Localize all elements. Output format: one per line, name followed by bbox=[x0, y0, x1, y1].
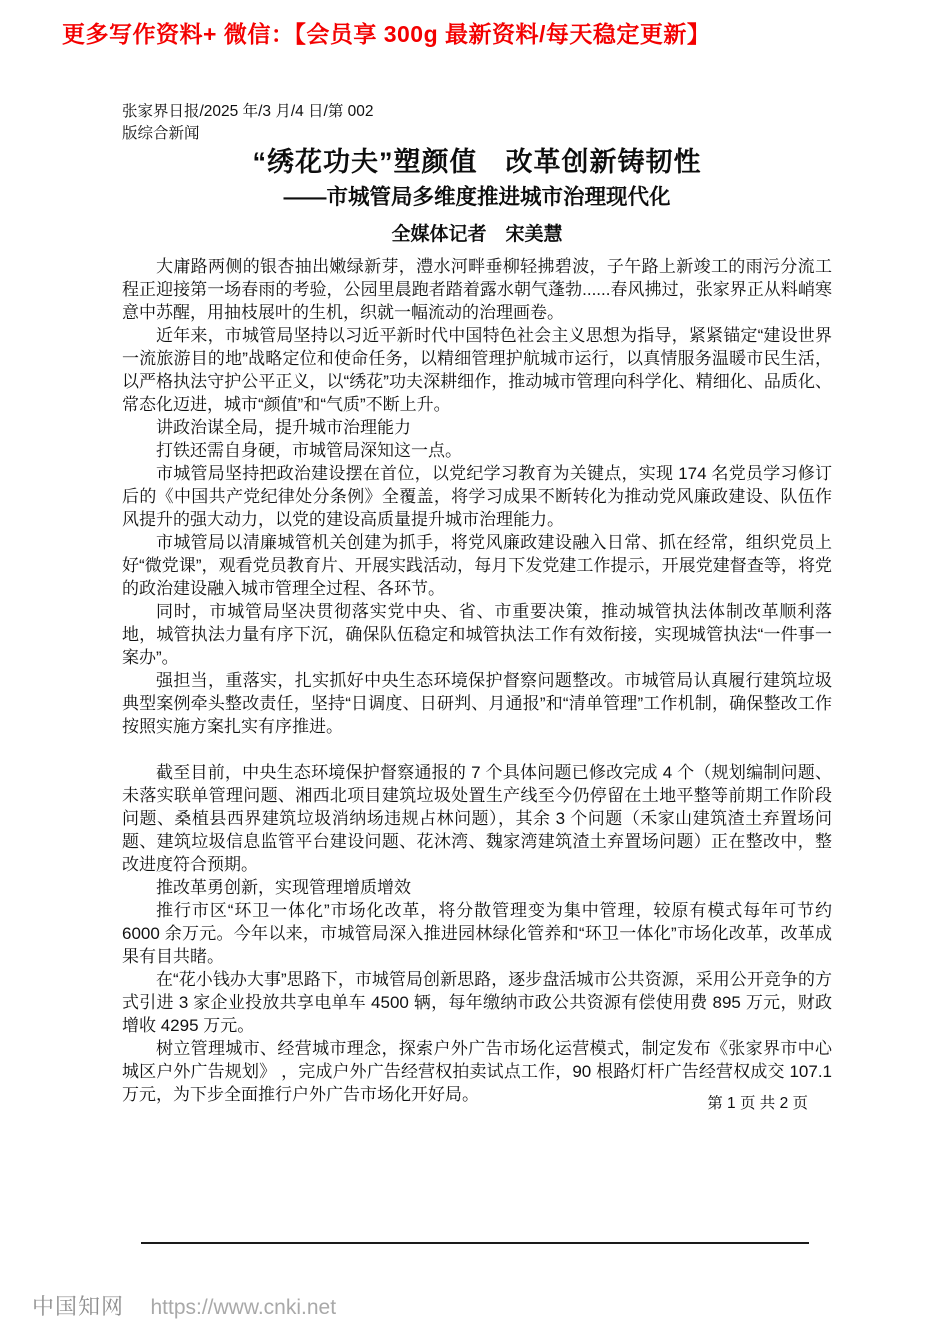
article-paragraph: 推行市区“环卫一体化”市场化改革，将分散管理变为集中管理，较原有模式每年可节约 6000 余万元。今年以来，市城管局深入推进园林绿化管养和“环卫一体化”市场化改革，改革成果有目共睹。 bbox=[122, 901, 832, 966]
cnki-watermark bbox=[32, 1290, 336, 1321]
article-title: “绣花功夫”塑颜值 改革创新铸韧性 bbox=[252, 147, 702, 177]
article-paragraph: 在“花小钱办大事”思路下，市城管局创新思路，逐步盘活城市公共资源，采用公开竞争的方式引进 3 家企业投放共享电单车 4500 辆，每年缴纳市政公共资源有偿使用费 895 万元，财政增收 4295 万元。 bbox=[122, 970, 832, 1035]
article-section-heading: 讲政治谋全局，提升城市治理能力 bbox=[156, 418, 411, 437]
source-meta bbox=[122, 101, 832, 145]
article-paragraph: 近年来，市城管局坚持以习近平新时代中国特色社会主义思想为指导，紧紧锚定“建设世界一流旅游目的地”战略定位和使命任务，以精细管理护航城市运行，以真情服务温暖市民生活，以严格执法守护公平正义，以“绣花”功夫深耕细作，推动城市管理向科学化、精细化、品质化、常态化迈进，城市“颜值”和“气质”不断上升。 bbox=[122, 326, 832, 414]
article-paragraph: 强担当，重落实，扎实抓好中央生态环境保护督察问题整改。市城管局认真履行建筑垃圾典型案例牵头整改责任，坚持“日调度、日研判、月通报”和“清单管理”工作机制，确保整改工作按照实施方案扎实有序推进。 bbox=[122, 671, 832, 736]
cnki-logo-text: 中国知网 bbox=[32, 1294, 125, 1319]
article-paragraph: 大庸路两侧的银杏抽出嫩绿新芽，澧水河畔垂柳轻拂碧波，子午路上新竣工的雨污分流工程正迎接第一场春雨的考验，公园里晨跑者踏着露水朝气蓬勃......春风拂过，张家界正从料峭寒意中苏醒，用抽枝展叶的生机，织就一幅流动的治理画卷。 bbox=[122, 257, 832, 322]
article-byline: 全媒体记者 宋美慧 bbox=[391, 224, 563, 245]
article-paragraph: 同时，市城管局坚决贯彻落实党中央、省、市重要决策，推动城管执法体制改革顺利落地，城管执法力量有序下沉，确保队伍稳定和城管执法工作有效衔接，实现城管执法“一件事一案办”。 bbox=[122, 602, 832, 667]
article-body bbox=[122, 255, 832, 1106]
article-paragraph: 市城管局以清廉城管机关创建为抓手，将党风廉政建设融入日常、抓在经常，组织党员上好“微党课”，观看党员教育片、开展实践活动，每月下发党建工作提示，开展党建督查等，将党的政治建设融入城市管理全过程、各环节。 bbox=[122, 533, 832, 598]
article-section-heading: 推改革勇创新，实现管理增质增效 bbox=[156, 878, 411, 897]
footer-divider bbox=[141, 1242, 809, 1244]
article-subtitle: ——市城管局多维度推进城市治理现代化 bbox=[283, 185, 671, 209]
cnki-url: https://www.cnki.net bbox=[150, 1296, 337, 1319]
article-paragraph: 截至目前，中央生态环境保护督察通报的 7 个具体问题已修改完成 4 个（规划编制问题、未落实联单管理问题、湘西北项目建筑垃圾处置生产线至今仍停留在土地平整等前期工作阶段问题、桑植县西界建筑垃圾消纳场违规占林问题），其余 3 个问题（禾家山建筑渣土弃置场问题、建筑垃圾信息监管平台建设问题、花沐湾、魏家湾建筑渣土弃置场问题）正在整改中，整改进度符合预期。 bbox=[122, 763, 832, 874]
article-paragraph: 打铁还需自身硬，市城管局深知这一点。 bbox=[156, 441, 462, 460]
source-meta-line2: 版综合新闻 bbox=[122, 125, 200, 142]
source-meta-line1: 张家界日报/2025 年/3 月/4 日/第 002 bbox=[122, 103, 374, 120]
page-indicator: 第 1 页 共 2 页 bbox=[707, 1095, 808, 1112]
article-paragraph: 市城管局坚持把政治建设摆在首位，以党纪学习教育为关键点，实现 174 名党员学习修订后的《中国共产党纪律处分条例》全覆盖，将学习成果不断转化为推动党风廉政建设、队伍作风提升的强大动力，以党的建设高质量提升城市治理能力。 bbox=[122, 464, 832, 529]
promo-banner: 更多写作资料+ 微信：【会员享 300g 最新资料/每天稳定更新】 bbox=[62, 21, 711, 47]
article-paragraph: 树立管理城市、经营城市理念，探索户外广告市场化运营模式，制定发布《张家界市中心城区户外广告规划》 ，完成户外广告经营权拍卖试点工作，90 根路灯杆广告经营权成交 107.1 万元，为下步全面推行户外广告市场化开好局。 bbox=[122, 1039, 832, 1104]
